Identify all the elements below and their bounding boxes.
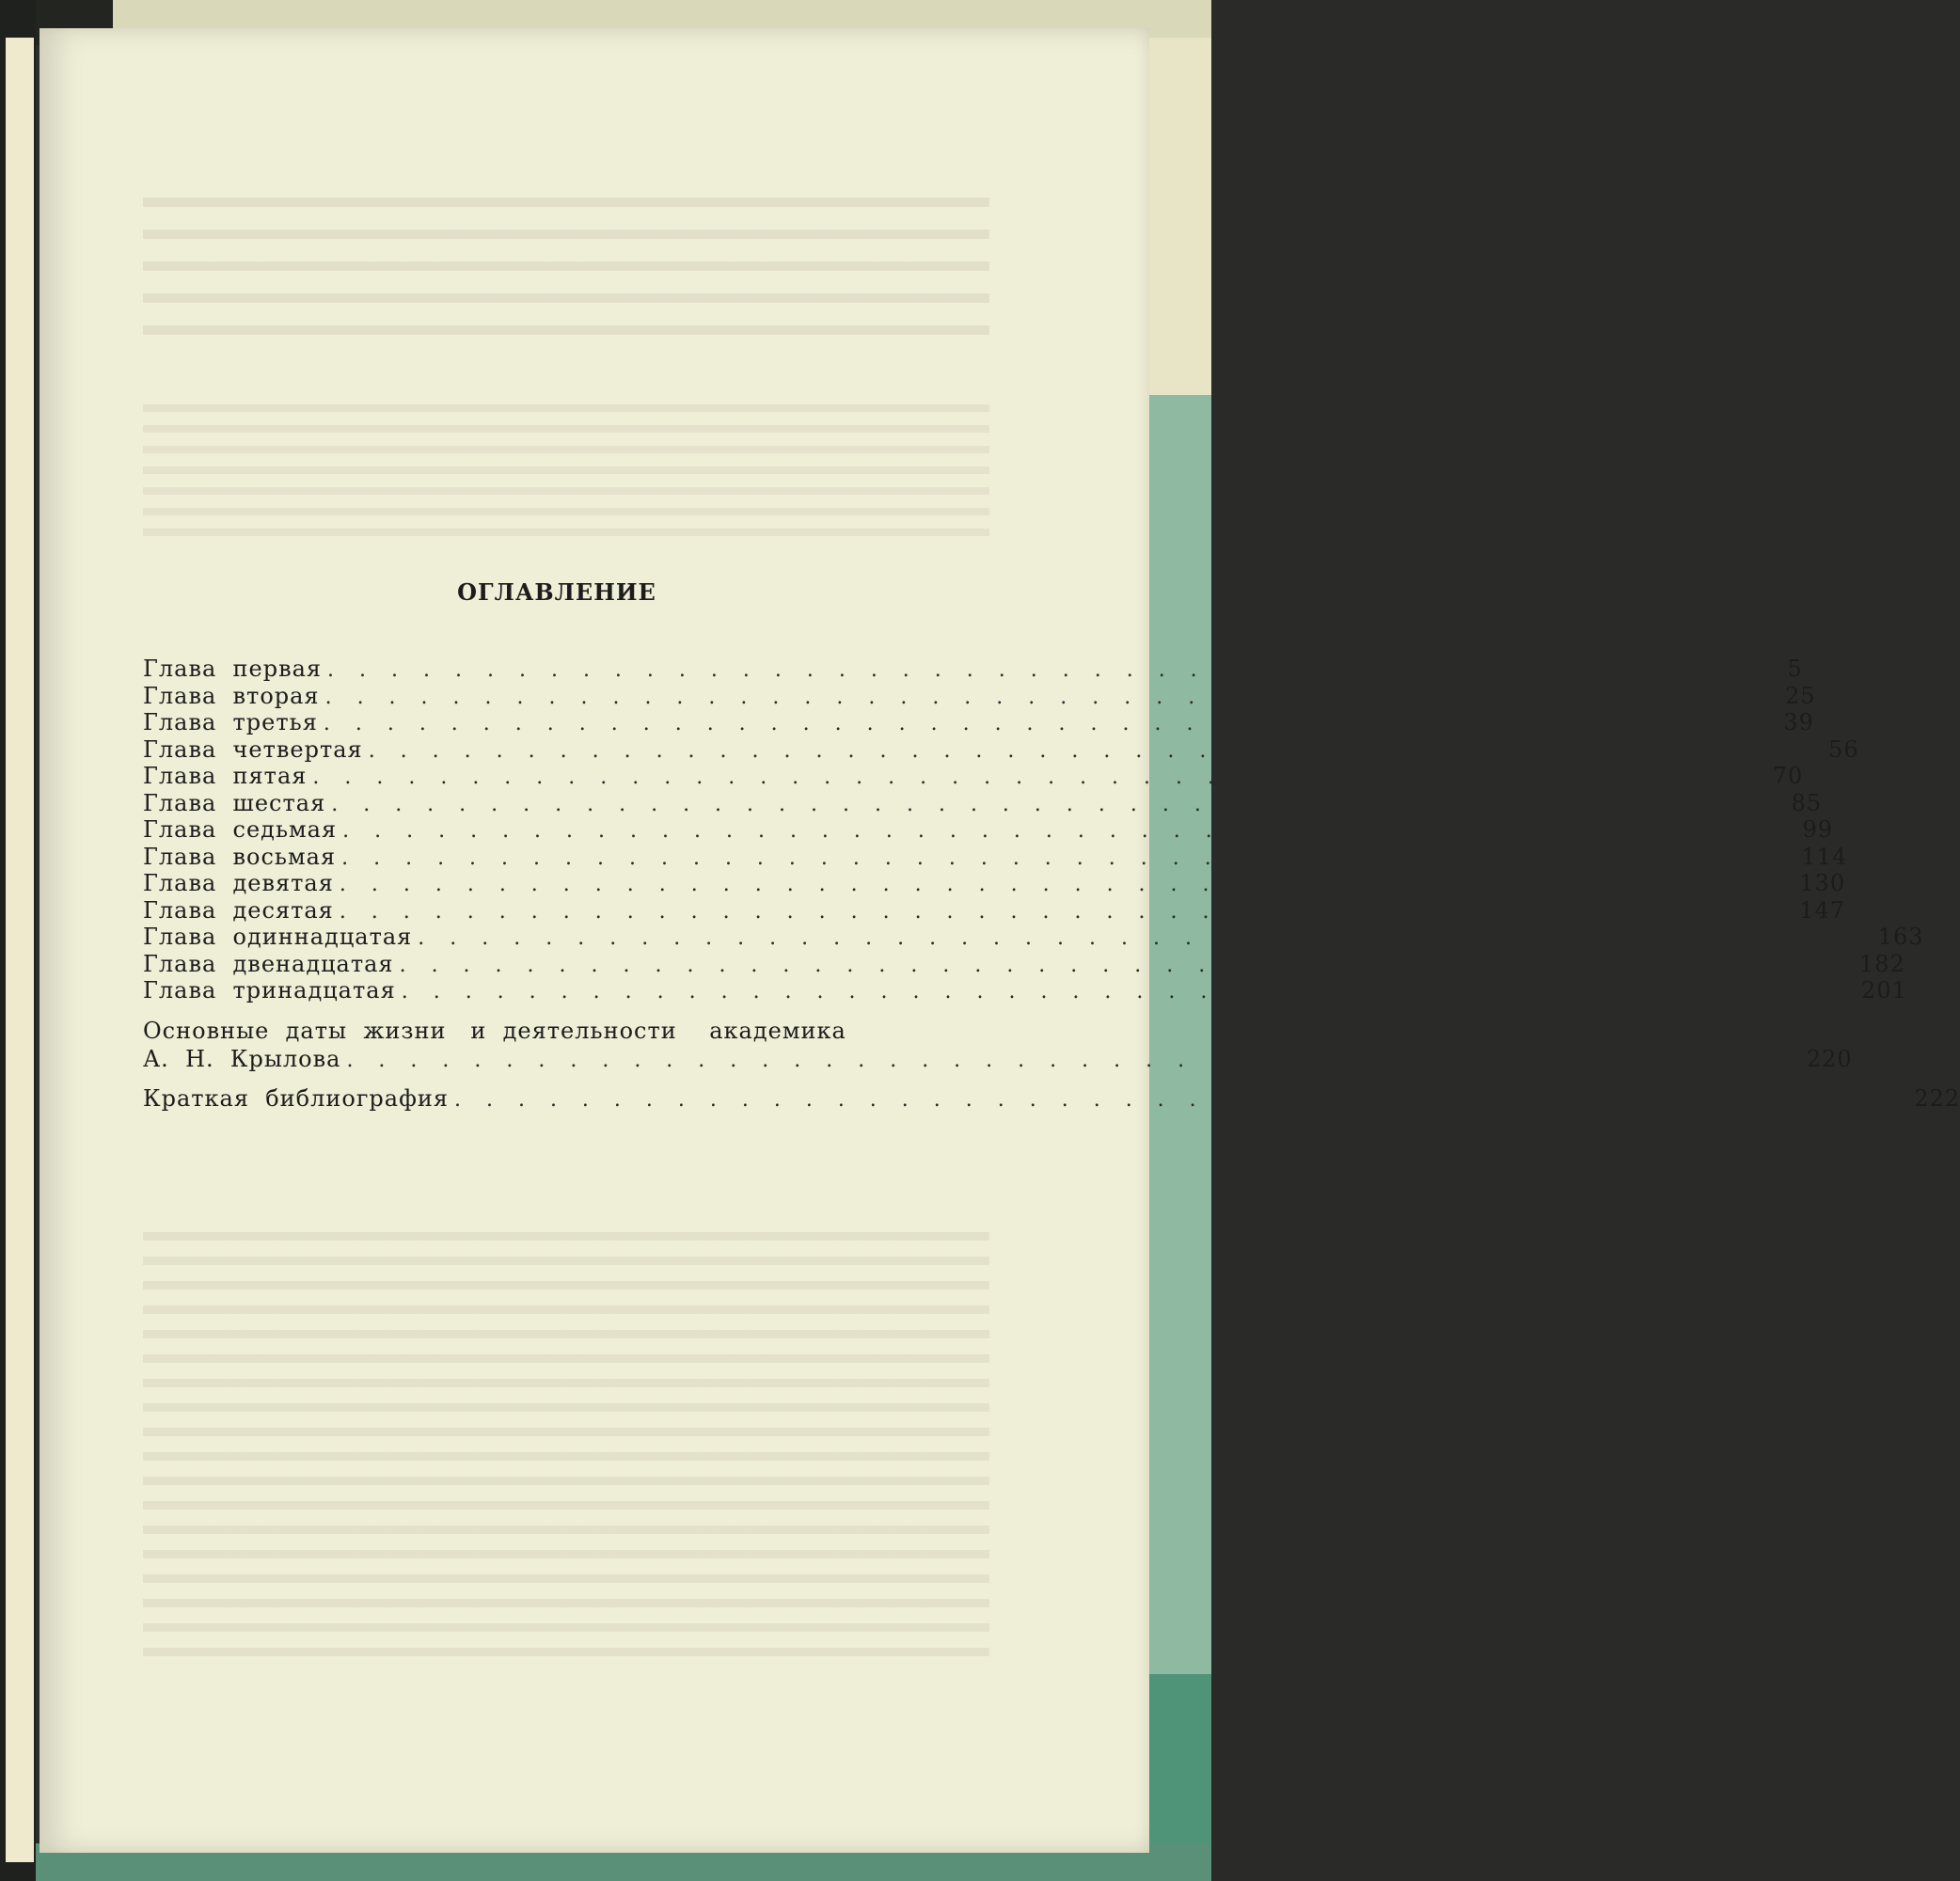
dot-leader: . . . . . . . . . . . . . . . . . . . . . . . . . . . . . . . . . . . . . . . . . . . . . . [339,899,1794,924]
toc-entry-page: 222 [1914,1085,1960,1112]
toc-entry-label: Глава девятая [143,870,334,896]
toc-entry [143,709,1814,736]
toc-entry-page: 70 [1772,763,1804,789]
toc-entry-bibliography [143,1085,1960,1113]
dot-leader: . . . . . . . . . . . . . . . . . . . . . . . . . . . . . . . . . . . . . . . . . . . . . . [331,792,1786,816]
toc-entry [143,950,1905,978]
dot-leader: . . . . . . . . . . . . . . . . . . . . . . . . . . . . . . . . . . . . . . . . . . . . . . [324,685,1779,709]
dot-leader: . . . . . . . . . . . . . . . . . . . . . . . . . . . . . . . . . . . . . . . . . . . . . . [342,819,1797,843]
bleed-through-block [143,1232,989,1665]
table-of-contents [143,656,1960,1113]
toc-entry-label: Глава шестая [143,789,326,816]
toc-entry-label: Краткая библиография [143,1085,449,1112]
toc-entry-label: Глава первая [143,656,323,682]
toc-entry-page: 130 [1799,870,1846,896]
dot-leader: . . . . . . . . . . . . . . . . . . . . . . . . . . . . . . . . . . . . . . . . . . . . . . [346,1048,1801,1072]
bleed-through-block [143,198,989,348]
cover-left-page-edge [6,38,34,1862]
toc-entry-page: 220 [1806,1045,1853,1072]
toc-entry-page: 147 [1799,896,1846,924]
toc-entry-label-line2: А. Н. Крылова [143,1045,341,1072]
toc-entry-page: 39 [1783,709,1814,735]
dot-leader: . . . . . . . . . . . . . . . . . . . . . . . . . . . . . . . . . . . . . . . . . . . . . . [327,658,1782,682]
toc-entry [143,763,1804,790]
toc-entry-page: 25 [1784,682,1816,709]
toc-entry [143,816,1834,844]
toc-entry-label: Глава одиннадцатая [143,924,413,950]
toc-entry [143,843,1848,871]
toc-title: ОГЛАВЛЕНИЕ [457,578,656,606]
bleed-through-block [143,404,989,536]
toc-entry-label: Глава седьмая [143,816,338,843]
toc-entry-page: 182 [1858,950,1905,977]
toc-entry-label: Глава десятая [143,896,334,924]
toc-entry-dates-row [143,1045,1853,1073]
toc-entry-page: 201 [1861,977,1907,1004]
toc-entry-label-line1: Основные даты жизни и деятельности академика [143,1017,846,1044]
toc-entry-page: 114 [1801,843,1848,870]
book-page [40,28,1960,1853]
toc-entry [143,977,1907,1004]
dot-leader: . . . . . . . . . . . . . . . . . . . . . . . . . . . . . . . . . . . . . . . . . . . . . . [312,766,1767,789]
toc-entry-page: 163 [1877,924,1924,950]
dot-leader: . . . . . . . . . . . . . . . . . . . . . . . . . . . . . . . . . . . . . . . . . . . . . . [399,953,1854,977]
toc-entry-label: Глава двенадцатая [143,950,394,977]
toc-entry-label: Глава четвертая [143,735,363,763]
toc-entry-page: 5 [1787,656,1803,682]
toc-entry [143,789,1823,817]
toc-entry [143,735,1859,764]
dot-leader: . . . . . . . . . . . . . . . . . . . . . . . . . . . . . . . . . . . . . . . . . . . . . . [323,712,1778,735]
toc-entry-label: Глава вторая [143,682,320,709]
dot-leader: . . . . . . . . . . . . . . . . . . . . . . . . . . . . . . . . . . . . . . . . . . . . . . [341,846,1796,870]
dot-leader: . . . . . . . . . . . . . . . . . . . . . . . . . . . . . . . . . . . . . . . . . . . . . . [418,926,1873,950]
toc-entry [143,896,1846,925]
toc-entry [143,682,1816,710]
toc-entry-label: Глава тринадцатая [143,977,396,1004]
toc-entry-page: 56 [1828,735,1859,763]
toc-entry [143,924,1924,951]
toc-entry-label: Глава третья [143,709,318,735]
toc-entry-label: Глава пятая [143,763,308,789]
toc-entry-page: 85 [1791,789,1823,816]
toc-entry-label: Глава восьмая [143,843,337,870]
dot-leader: . . . . . . . . . . . . . . . . . . . . . . . . . . . . . . . . . . . . . . . . . . . . . . [368,738,1824,763]
toc-entry-dates [143,1017,1853,1073]
dot-leader: . . . . . . . . . . . . . . . . . . . . . . . . . . . . . . . . . . . . . . . . . . . . . . [453,1088,1909,1112]
dot-leader: . . . . . . . . . . . . . . . . . . . . . . . . . . . . . . . . . . . . . . . . . . . . . . [401,980,1857,1004]
toc-entry-page: 99 [1802,816,1834,843]
toc-entry [143,656,1803,683]
dot-leader: . . . . . . . . . . . . . . . . . . . . . . . . . . . . . . . . . . . . . . . . . . . . . . [339,873,1794,896]
toc-entry [143,870,1846,897]
